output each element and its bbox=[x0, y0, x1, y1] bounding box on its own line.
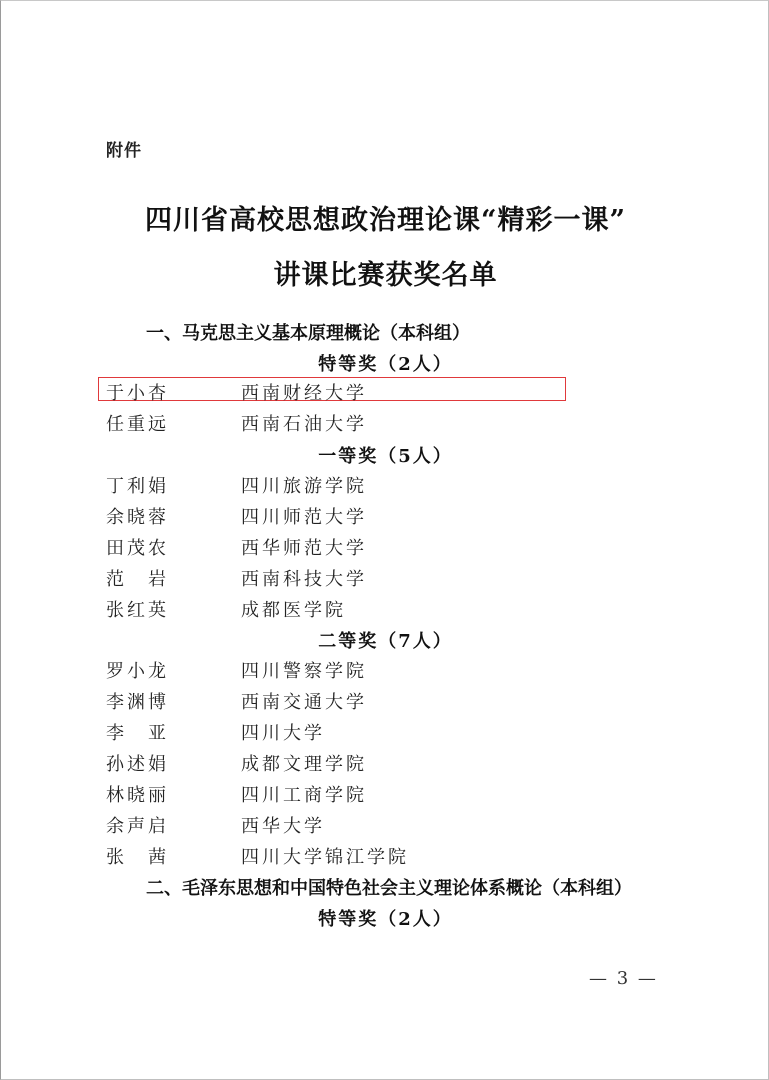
winner-name: 余晓蓉 bbox=[106, 507, 169, 528]
section2-heading: 二、毛泽东思想和中国特色社会主义理论体系概论（本科组） bbox=[146, 878, 632, 899]
winner-school: 西华师范大学 bbox=[241, 538, 367, 559]
winner-school: 西南科技大学 bbox=[241, 569, 367, 590]
winner-school: 西南交通大学 bbox=[241, 692, 367, 713]
winner-name: 张红英 bbox=[106, 600, 169, 621]
document-title-line1: 四川省高校思想政治理论课“精彩一课” bbox=[144, 205, 627, 236]
winner-school: 四川工商学院 bbox=[241, 785, 367, 806]
winner-school: 西南财经大学 bbox=[241, 383, 367, 404]
section1-special-prize-label: 特等奖（2人） bbox=[318, 354, 453, 375]
winner-name: 李渊博 bbox=[106, 692, 169, 713]
winner-name: 李 亚 bbox=[106, 723, 169, 744]
winner-school: 成都文理学院 bbox=[241, 754, 367, 775]
winner-school: 西华大学 bbox=[241, 816, 325, 837]
winner-name: 田茂农 bbox=[106, 538, 169, 559]
winner-school: 成都医学院 bbox=[241, 600, 346, 621]
winner-name: 张 茜 bbox=[106, 847, 169, 868]
winner-name: 林晓丽 bbox=[106, 785, 169, 806]
winner-name: 罗小龙 bbox=[106, 661, 169, 682]
winner-name: 范 岩 bbox=[106, 569, 169, 590]
winner-name: 丁利娟 bbox=[106, 476, 169, 497]
section1-second-prize-label: 二等奖（7人） bbox=[318, 631, 453, 652]
page-number: — 3 — bbox=[589, 968, 658, 989]
winner-school: 四川师范大学 bbox=[241, 507, 367, 528]
winner-school: 四川大学 bbox=[241, 723, 325, 744]
winner-school: 四川旅游学院 bbox=[241, 476, 367, 497]
winner-name: 孙述娟 bbox=[106, 754, 169, 775]
document-title-line2: 讲课比赛获奖名单 bbox=[273, 260, 498, 291]
winner-name: 于小杏 bbox=[106, 383, 169, 404]
winner-school: 四川大学锦江学院 bbox=[241, 847, 409, 868]
annex-label: 附件 bbox=[106, 141, 142, 161]
winner-name: 任重远 bbox=[106, 414, 169, 435]
section1-heading: 一、马克思主义基本原理概论（本科组） bbox=[146, 323, 470, 344]
winner-name: 余声启 bbox=[106, 816, 169, 837]
section1-first-prize-label: 一等奖（5人） bbox=[318, 446, 453, 467]
section2-special-prize-label: 特等奖（2人） bbox=[318, 909, 453, 930]
winner-school: 西南石油大学 bbox=[241, 414, 367, 435]
winner-school: 四川警察学院 bbox=[241, 661, 367, 682]
